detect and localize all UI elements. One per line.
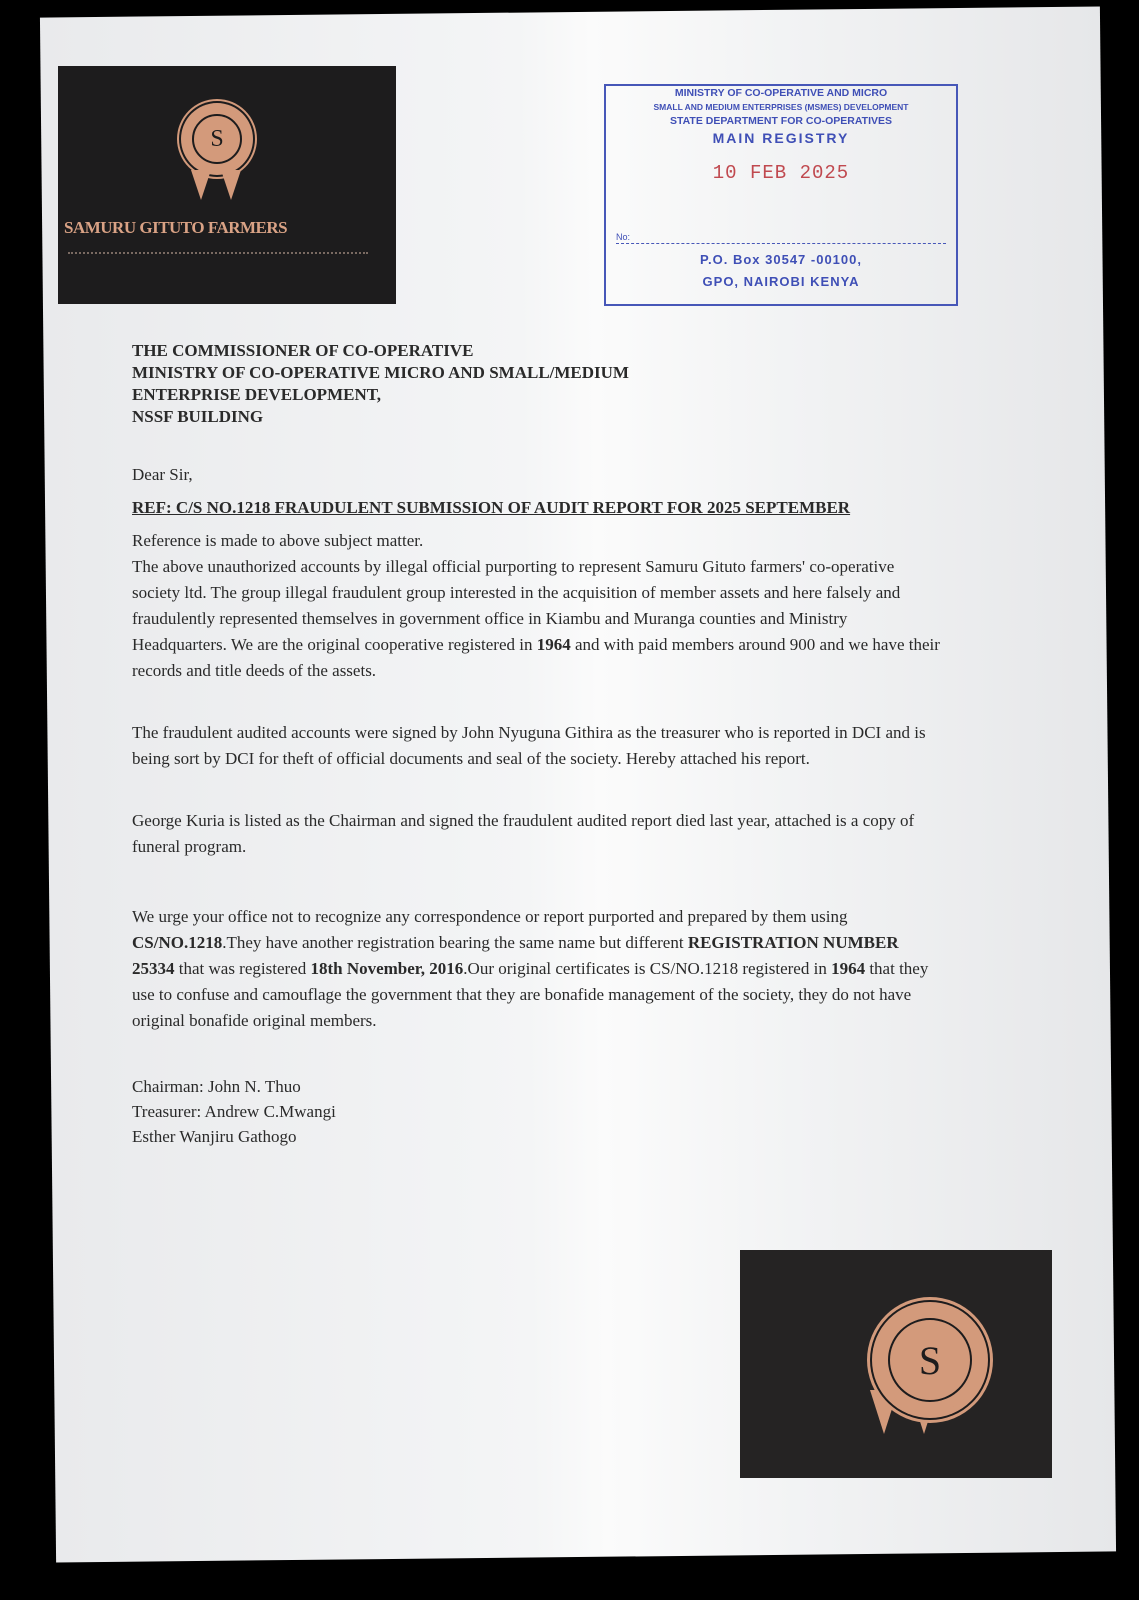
text-bold: 1964 <box>831 959 866 978</box>
intro-line: Reference is made to above subject matter. <box>132 531 424 550</box>
text-bold: REGISTRATION NUMBER 25334 <box>132 933 899 978</box>
address-line: NSSF BUILDING <box>132 407 264 426</box>
signatory: Treasurer: Andrew C.Mwangi <box>132 1102 336 1121</box>
paragraph-2: The fraudulent audited accounts were signed by John Nyuguna Githira as the treasurer who is reported in DCI and is being sort by DCI for theft of official documents and seal of the society. Hereby attached his report. <box>132 723 926 768</box>
signatories <box>132 1074 942 1149</box>
stamp-date: 10 FEB 2025 <box>712 162 850 184</box>
text-bold: CS/NO.1218 <box>132 933 223 952</box>
stamp-line: STATE DEPARTMENT FOR CO-OPERATIVES <box>669 115 893 127</box>
salutation: Dear Sir, <box>132 465 193 484</box>
stamp-line: SMALL AND MEDIUM ENTERPRISES (MSMES) DEVELOPMENT <box>653 102 909 112</box>
signatory: Chairman: John N. Thuo <box>132 1077 301 1096</box>
registry-stamp <box>604 84 958 306</box>
stamp-line: MINISTRY OF CO-OPERATIVE AND MICRO <box>674 87 888 99</box>
recipient-address <box>132 340 942 428</box>
stamp-address: P.O. Box 30547 -00100, <box>700 252 862 267</box>
text-bold: 1964 <box>536 635 571 654</box>
reference-subject: REF: C/S NO.1218 FRAUDULENT SUBMISSION OF AUDIT REPORT FOR 2025 SEPTEMBER <box>132 498 851 517</box>
cooperative-name: SAMURU GITUTO FARMERS <box>64 218 288 237</box>
text: and with paid members around 900 and we have their records and title deeds of the assets. <box>132 635 940 680</box>
stamp-address: GPO, NAIROBI KENYA <box>702 274 860 289</box>
text: We urge your office not to recognize any correspondence or report purported and prepared by them using <box>132 907 848 926</box>
cooperative-logo <box>58 66 396 304</box>
text: .They have another registration bearing the same name but different <box>222 933 688 952</box>
text: .Our original certificates is CS/NO.1218 registered in <box>463 959 832 978</box>
paragraph-4 <box>132 904 942 1034</box>
text: that they use to confuse and camouflage the government that they are bonafide management of the society, they do not have original bonafide original members. <box>132 959 929 1030</box>
seal-letter: S <box>192 114 242 164</box>
seal-letter: S <box>888 1318 972 1402</box>
text: The above unauthorized accounts by illegal official purporting to represent Samuru Gituto farmers' co-operative society ltd. The group illegal fraudulent group interested in the acquisition of member assets and here falsely and fraudulently represented themselves in government office in Kiambu and Muranga counties and Ministry Headquarters. We are the original cooperative registered in <box>132 557 901 654</box>
stamp-number-field: No: <box>616 232 946 244</box>
address-line: MINISTRY OF CO-OPERATIVE MICRO AND SMALL/MEDIUM <box>132 363 629 382</box>
paragraph-3: George Kuria is listed as the Chairman and signed the fraudulent audited report died last year, attached is a copy of funeral program. <box>132 811 915 856</box>
text: that was registered <box>174 959 311 978</box>
stamp-registry: MAIN REGISTRY <box>712 130 850 146</box>
logo-subline <box>68 252 368 257</box>
text-bold: 18th November, 2016 <box>310 959 464 978</box>
paragraph-1 <box>132 554 942 684</box>
letter-body <box>132 340 942 1149</box>
address-line: ENTERPRISE DEVELOPMENT, <box>132 385 382 404</box>
address-line: THE COMMISSIONER OF CO-OPERATIVE <box>132 341 474 360</box>
signatory: Esther Wanjiru Gathogo <box>132 1127 297 1146</box>
rosette-seal-icon <box>740 1250 1052 1478</box>
